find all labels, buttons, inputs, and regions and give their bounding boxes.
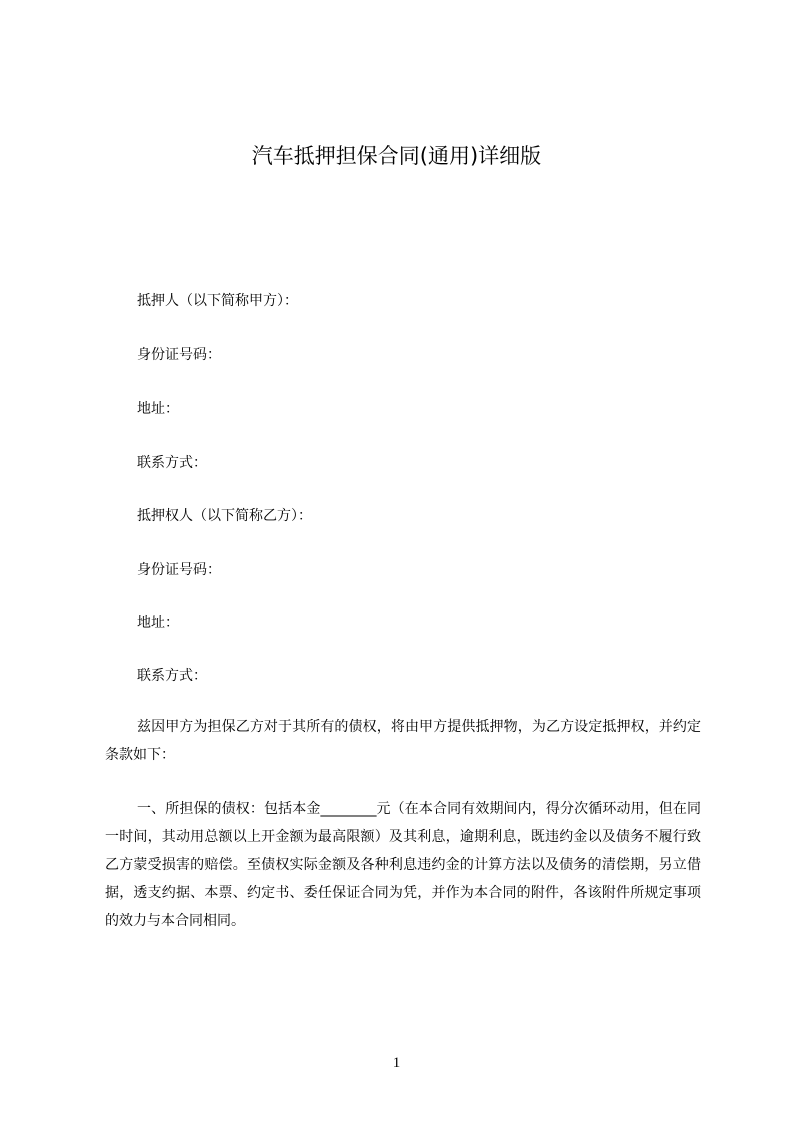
page-number: 1: [392, 1055, 401, 1071]
mortgagee-id-label: 身份证号码：: [137, 562, 221, 578]
mortgagor-address-label: 地址：: [137, 401, 179, 417]
mortgagee-contact-label: 联系方式：: [137, 668, 207, 684]
mortgagor-label: 抵押人（以下简称甲方）：: [137, 293, 298, 309]
mortgagee-label: 抵押权人（以下简称乙方）：: [137, 508, 312, 524]
mortgagor-id-label: 身份证号码：: [137, 347, 221, 363]
mortgagee-address-label: 地址：: [137, 615, 179, 631]
intro-paragraph: 兹因甲方为担保乙方对于其所有的债权，将由甲方提供抵押物，为乙方设定抵押权，并约定条款如下：: [105, 719, 701, 763]
document-title: 汽车抵押担保合同(通用)详细版: [251, 144, 542, 168]
clause-1-paragraph: 一、所担保的债权：包括本金________元（在本合同有效期间内，得分次循环动用，但在同一时间，其动用总额以上开金额为最高限额）及其利息，逾期利息，既违约金以及债务不履行致乙方蒙受损害的赔偿。至债权实际金额及各种利息违约金的计算方法以及债务的清偿期，另立借据，透支约据、本票、约定书、委任保证合同为凭，并作为本合同的附件，各该附件所规定事项的效力与本合同相同。: [105, 801, 701, 929]
mortgagor-contact-label: 联系方式：: [137, 455, 207, 471]
